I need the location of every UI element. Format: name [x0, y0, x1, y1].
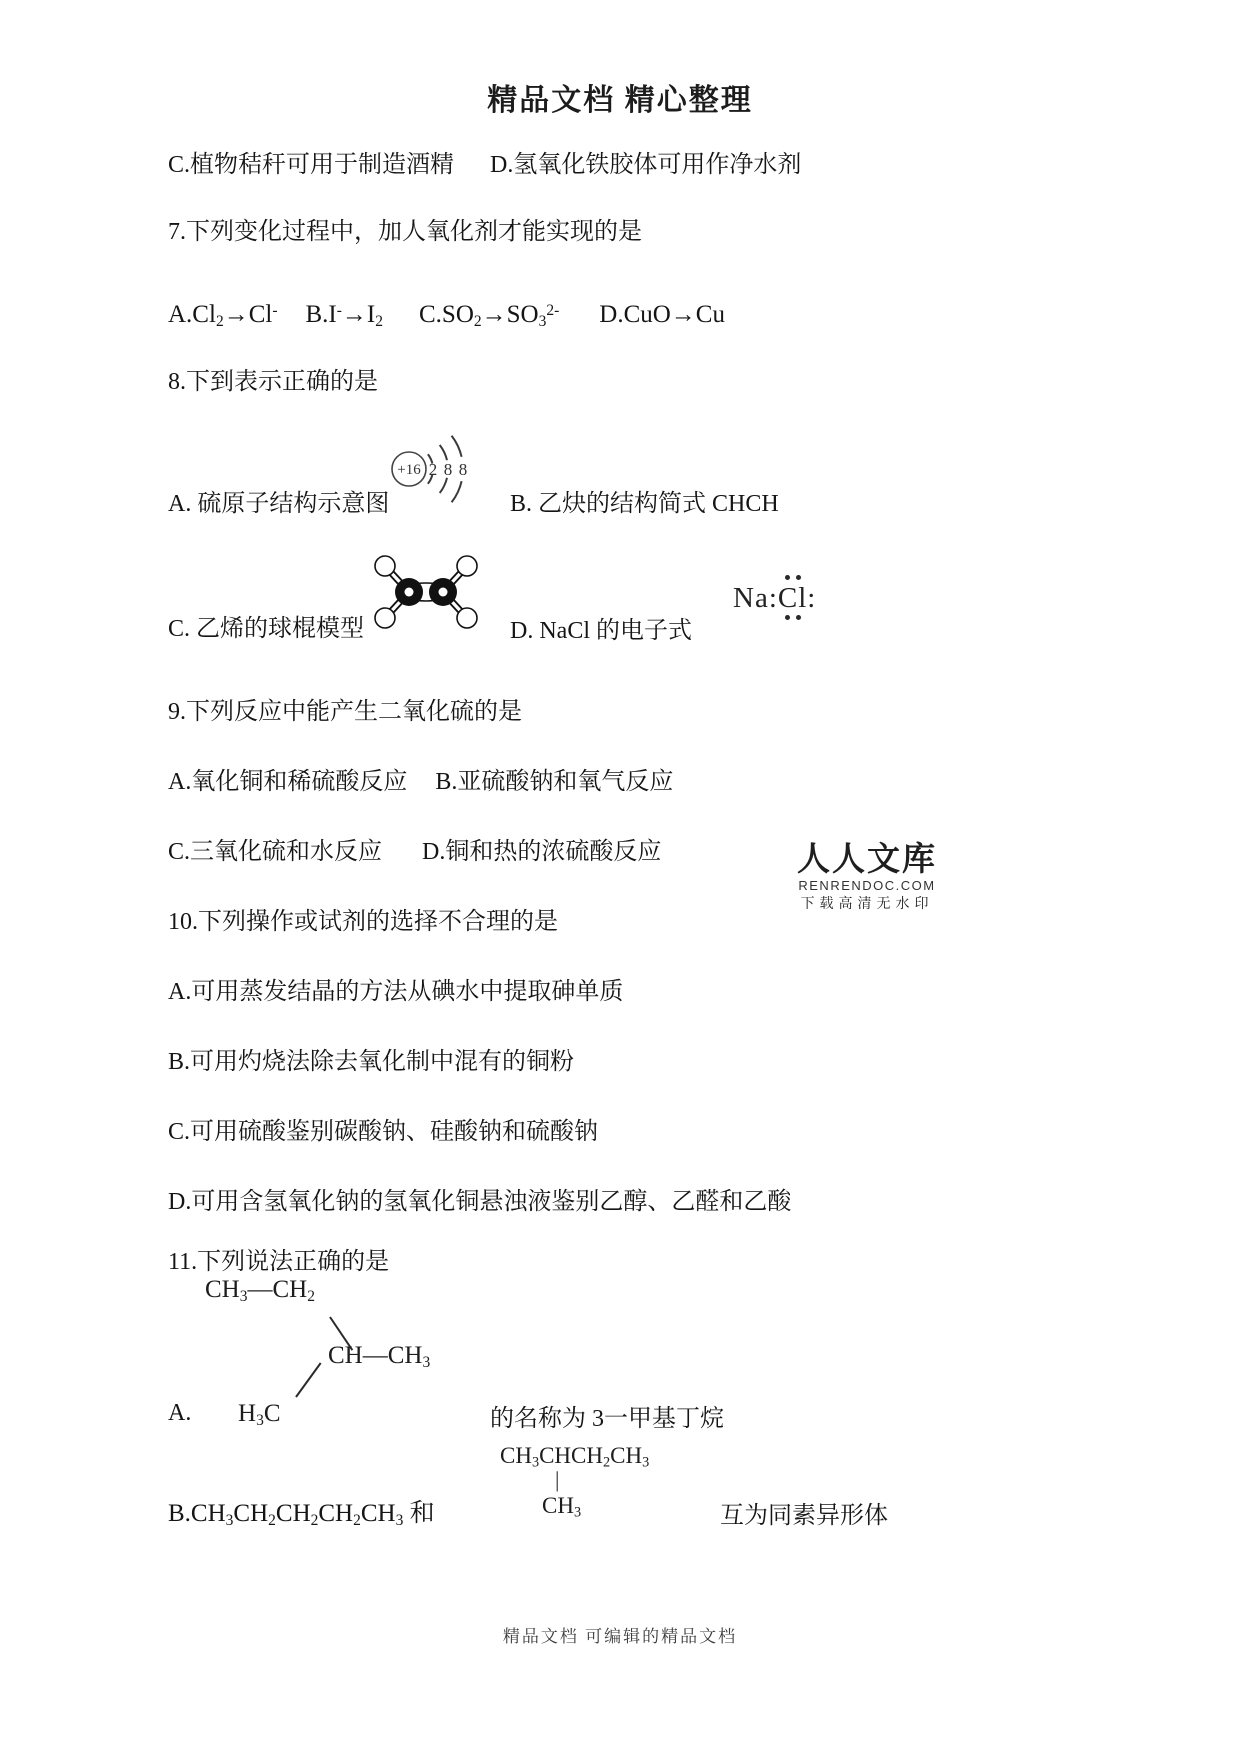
electron-formula-colon-left: :: [768, 582, 778, 614]
bond-line-up: [295, 1362, 321, 1397]
q11-option-b-prefix: $B.CH_3CH_2CH_2CH_2CH_3$ 和: [168, 1500, 435, 1529]
q10-option-c: C.可用硫酸鉴别碳酸钠、硅酸钠和硫酸钠: [168, 1119, 599, 1145]
watermark: [792, 840, 942, 913]
watermark-tagline: 下载高清无水印: [800, 895, 934, 911]
q8-option-b-label: B. 乙炔的结构简式 CHCH: [510, 491, 779, 517]
q10-option-a: A.可用蒸发结晶的方法从碘水中提取砷单质: [168, 979, 624, 1005]
q7-option-a: $A.Cl_2\to Cl^-$: [168, 300, 278, 330]
electron-dots-top-icon: [785, 575, 801, 580]
q11-stem: 11.下列说法正确的是: [168, 1249, 390, 1275]
page-footer: 精品文档 可编辑的精品文档: [502, 1627, 738, 1646]
electron-formula-colon-right: :: [807, 582, 817, 614]
q9-options-cd-row: [168, 835, 661, 869]
q7-option-b: $B.I^-\to I_2$: [305, 300, 383, 330]
q8-option-d-label: D. NaCl 的电子式: [510, 618, 692, 644]
q9-option-c: C.三氧化硫和水反应: [168, 839, 383, 865]
q8-stem: 8.下到表示正确的是: [168, 369, 378, 395]
watermark-domain: RENRENDOC.COM: [798, 878, 936, 893]
formula-top-row: $CH_3CHCH_2CH_3$: [500, 1443, 650, 1471]
q8-option-a-label: A. 硫原子结构示意图: [168, 491, 390, 517]
q9-stem: 9.下列反应中能产生二氧化硫的是: [168, 699, 522, 725]
formula-row-ch-ch3: $CH—CH_3$: [328, 1342, 431, 1371]
q10-option-b: B.可用灼烧法除去氧化制中混有的铜粉: [168, 1049, 575, 1075]
q11-option-a-label: A.: [168, 1400, 192, 1426]
q11-option-a-name: 的名称为 3一甲基丁烷: [490, 1406, 724, 1432]
q8-option-c-label: C. 乙烯的球棍模型: [168, 616, 365, 642]
electron-formula-na: Na: [733, 582, 769, 614]
electron-formula-cl: Cl: [777, 582, 808, 614]
svg-text:+16: +16: [397, 462, 421, 478]
methylbutane-structural-formula: [200, 1276, 500, 1431]
electron-dots-bottom-icon: [785, 615, 801, 620]
q9-options-ab-row: [168, 765, 673, 799]
q11-option-a-block: [168, 1276, 1068, 1436]
sulfur-atom-structure-diagram: [390, 430, 485, 508]
q7-option-d: D.CuO→Cu: [599, 300, 725, 328]
q6-option-c: C.植物秸秆可用于制造酒精: [168, 152, 455, 178]
single-bond: |: [555, 1467, 560, 1492]
svg-text:8: 8: [458, 460, 468, 479]
q6-option-d: D.氢氧化铁胶体可用作净水剂: [490, 152, 802, 178]
svg-text:2: 2: [428, 460, 438, 479]
ethylene-ball-stick-model: [370, 552, 482, 632]
q7-stem: 7.下列变化过程中，加人氧化剂才能实现的是: [168, 219, 642, 245]
q11-option-b-suffix: 互为同素异形体: [720, 1503, 888, 1529]
svg-text:8: 8: [443, 460, 453, 479]
nacl-electron-formula: [733, 582, 816, 615]
q8-options-ab-row: [168, 430, 1068, 517]
q6-options-row: [168, 148, 801, 182]
watermark-brand: 人人文库: [797, 840, 937, 877]
q11-option-b-block: [168, 1443, 1118, 1538]
page-header: 精品文档 精心整理: [487, 84, 753, 117]
formula-row-h3c: $H_3C$: [238, 1400, 281, 1429]
q9-option-d: D.铜和热的浓硫酸反应: [422, 839, 662, 865]
q9-option-b: B.亚硫酸钠和氧气反应: [435, 769, 674, 795]
q8-options-cd-row: [168, 552, 1068, 644]
formula-bottom-ch3: $CH_3$: [542, 1493, 582, 1521]
q10-option-d: D.可用含氢氧化钠的氢氧化铜悬浊液鉴别乙醇、乙醛和乙酸: [168, 1189, 792, 1215]
q7-option-c: $C.SO_2\to SO_3^{2-}$: [418, 300, 560, 330]
q7-options-row: [168, 294, 725, 339]
q10-stem: 10.下列操作或试剂的选择不合理的是: [168, 909, 558, 935]
methylbutane-condensed-formula: [500, 1443, 700, 1533]
q9-option-a: A.氧化铜和稀硫酸反应: [168, 769, 408, 795]
formula-row-ch3-ch2: $CH_3—CH_2$: [205, 1276, 315, 1305]
